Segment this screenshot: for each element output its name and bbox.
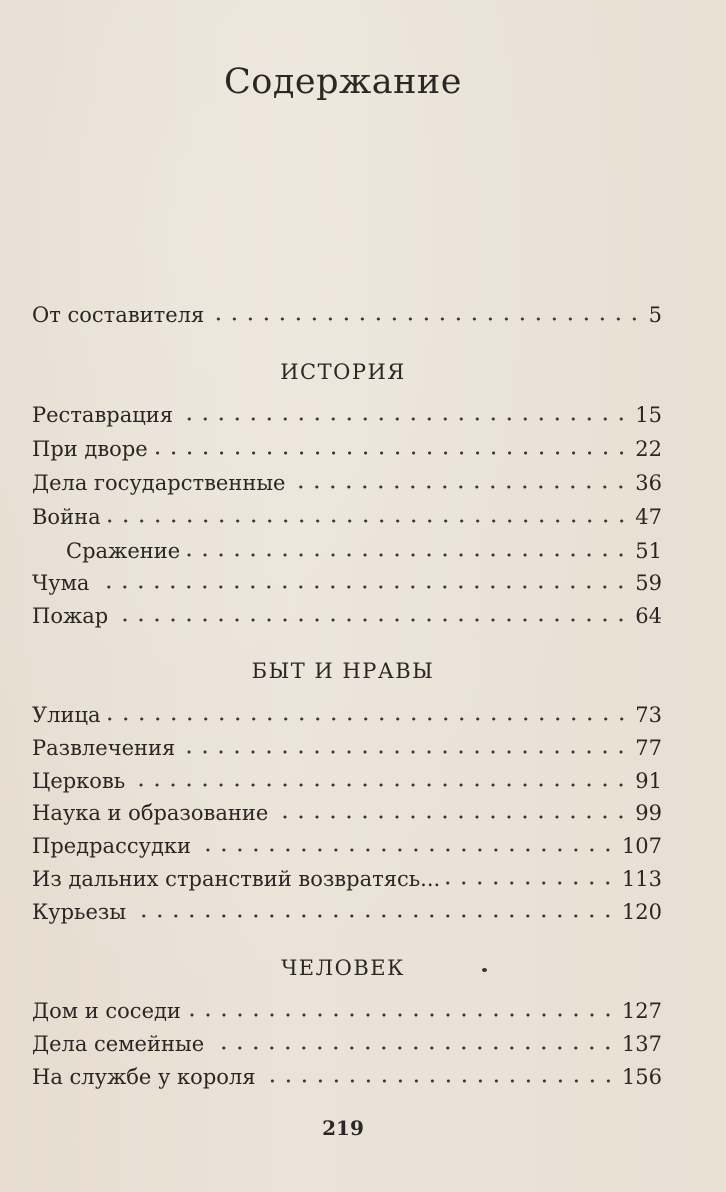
toc-entry-title: Пожар [32, 604, 109, 628]
toc-entry-page: 91 [635, 769, 662, 793]
dot-leader [131, 781, 629, 789]
dot-leader [179, 415, 629, 423]
toc-entry-page: 120 [621, 900, 662, 924]
toc-entry-title: Предрассудки [32, 834, 192, 858]
section-heading-history: ИСТОРИЯ [280, 360, 406, 384]
dot-leader [210, 1044, 616, 1052]
dot-leader [154, 449, 630, 457]
toc-entry-page: 127 [621, 999, 662, 1023]
dot-leader [107, 715, 630, 723]
toc-entry-page: 51 [635, 539, 662, 563]
section-heading-life-and-customs: БЫТ И НРАВЫ [251, 659, 435, 683]
dot-leader [186, 551, 629, 559]
ink-speck [482, 968, 487, 972]
toc-entry [32, 1058, 662, 1090]
toc-entry [32, 992, 662, 1024]
toc-entry-page: 77 [635, 736, 662, 760]
dot-leader [210, 315, 642, 323]
toc-entry [32, 430, 662, 462]
toc-entry [32, 794, 662, 826]
toc-entry [32, 396, 662, 428]
toc-entry [32, 464, 662, 496]
toc-entry [32, 827, 662, 859]
toc-entry-title: Сражение [66, 539, 181, 563]
toc-entry-title: Улица [32, 703, 101, 727]
toc-entry [32, 564, 662, 596]
toc-entry-intro [32, 296, 662, 328]
toc-entry-page: 137 [621, 1032, 662, 1056]
toc-entry-page: 5 [648, 303, 662, 327]
toc-entry-title: Курьезы [32, 900, 127, 924]
toc-entry-title: Церковь [32, 769, 126, 793]
section-heading-person: ЧЕЛОВЕК [281, 956, 405, 980]
toc-entry-subentry [66, 532, 662, 564]
dot-leader [197, 846, 616, 854]
toc-entry-title: Дела государственные [32, 471, 286, 495]
toc-entry-title: Реставрация [32, 403, 173, 427]
dot-leader [114, 616, 629, 624]
toc-entry-page: 59 [635, 571, 662, 595]
toc-entry-page: 15 [635, 403, 662, 427]
toc-entry [32, 498, 662, 530]
toc-entry-page: 47 [635, 505, 662, 529]
toc-entry-page: 156 [621, 1065, 662, 1089]
toc-entry [32, 860, 662, 892]
toc-entry-page: 22 [635, 437, 662, 461]
dot-leader [291, 483, 629, 491]
toc-entry-page: 64 [635, 604, 662, 628]
toc-entry-title: При дворе [32, 437, 148, 461]
toc-entry-page: 73 [635, 703, 662, 727]
toc-entry-title: На службе у короля [32, 1065, 256, 1089]
dot-leader [262, 1077, 616, 1085]
page-title: Содержание [224, 62, 462, 102]
dot-leader [446, 879, 616, 887]
toc-entry [32, 1025, 662, 1057]
page-number: 219 [322, 1116, 364, 1140]
dot-leader [132, 912, 616, 920]
dot-leader [181, 748, 629, 756]
toc-entry [32, 597, 662, 629]
dot-leader [274, 813, 629, 821]
toc-entry-title: Война [32, 505, 101, 529]
toc-entry-page: 99 [635, 801, 662, 825]
toc-entry [32, 729, 662, 761]
toc-entry-title: Чума [32, 571, 90, 595]
toc-entry-title: Дом и соседи [32, 999, 181, 1023]
toc-entry [32, 893, 662, 925]
dot-leader [107, 517, 630, 525]
toc-entry-title: Дела семейные [32, 1032, 205, 1056]
toc-entry [32, 696, 662, 728]
toc-entry-title: От составителя [32, 303, 205, 327]
toc-entry-title: Развлечения [32, 736, 176, 760]
toc-entry-title: Наука и образование [32, 801, 269, 825]
dot-leader [95, 583, 629, 591]
toc-entry [32, 762, 662, 794]
toc-entry-title: Из дальних странствий возвратясь... [32, 867, 441, 891]
dot-leader [187, 1011, 616, 1019]
toc-entry-page: 36 [635, 471, 662, 495]
toc-entry-page: 113 [621, 867, 662, 891]
toc-entry-page: 107 [621, 834, 662, 858]
